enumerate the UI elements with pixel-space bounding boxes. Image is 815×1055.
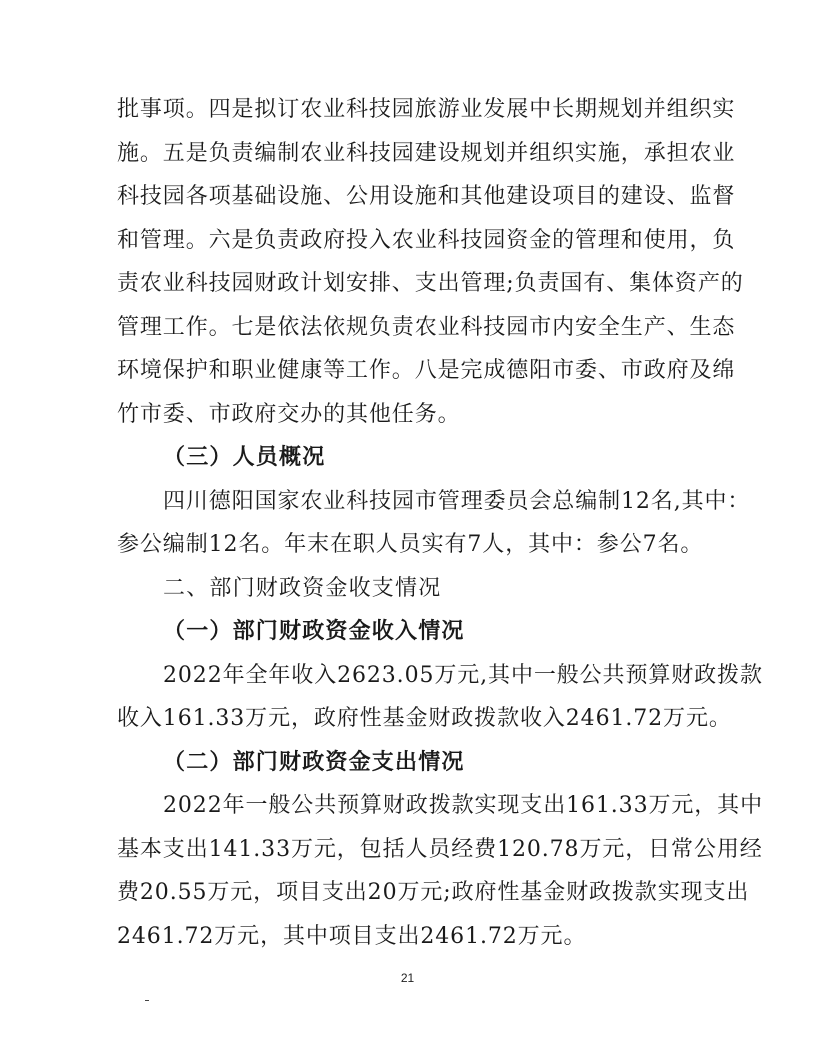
body-line: 参公编制12名。年末在职人员实有7人，其中：参公7名。 bbox=[117, 532, 704, 557]
footer-mark bbox=[145, 1000, 149, 1001]
body-line: 2461.72万元，其中项目支出2461.72万元。 bbox=[117, 924, 587, 949]
body-line: 竹市委、市政府交办的其他任务。 bbox=[117, 402, 461, 427]
page-number: 21 bbox=[400, 971, 415, 985]
body-line: 施。五是负责编制农业科技园建设规划并组织实施，承担农业 bbox=[117, 141, 736, 166]
subsection-heading-expense: （二）部门财政资金支出情况 bbox=[163, 750, 465, 775]
body-line: 科技园各项基础设施、公用设施和其他建设项目的建设、监督 bbox=[117, 184, 736, 209]
body-line: 和管理。六是负责政府投入农业科技园资金的管理和使用，负 bbox=[117, 228, 736, 253]
section-heading-staff: （三）人员概况 bbox=[163, 445, 326, 470]
body-line: 收入161.33万元，政府性基金财政拨款收入2461.72万元。 bbox=[117, 706, 732, 731]
subsection-heading-income: （一）部门财政资金收入情况 bbox=[163, 619, 465, 644]
body-line: 2022年全年收入2623.05万元,其中一般公共预算财政拨款 bbox=[163, 663, 763, 688]
body-line: 2022年一般公共预算财政拨款实现支出161.33万元，其中 bbox=[163, 793, 763, 818]
body-line: 四川德阳国家农业科技园市管理委员会总编制12名,其中： bbox=[163, 489, 751, 514]
body-line: 环境保护和职业健康等工作。八是完成德阳市委、市政府及绵 bbox=[117, 358, 736, 383]
body-line: 基本支出141.33万元，包括人员经费120.78万元，日常公用经 bbox=[117, 837, 763, 862]
body-line: 批事项。四是拟订农业科技园旅游业发展中长期规划并组织实 bbox=[117, 97, 736, 122]
body-line: 管理工作。七是依法依规负责农业科技园市内安全生产、生态 bbox=[117, 315, 736, 340]
body-line: 费20.55万元，项目支出20万元;政府性基金财政拨款实现支出 bbox=[117, 880, 750, 905]
section-heading-finance: 二、部门财政资金收支情况 bbox=[163, 576, 442, 601]
body-line: 责农业科技园财政计划安排、支出管理;负责国有、集体资产的 bbox=[117, 271, 744, 296]
